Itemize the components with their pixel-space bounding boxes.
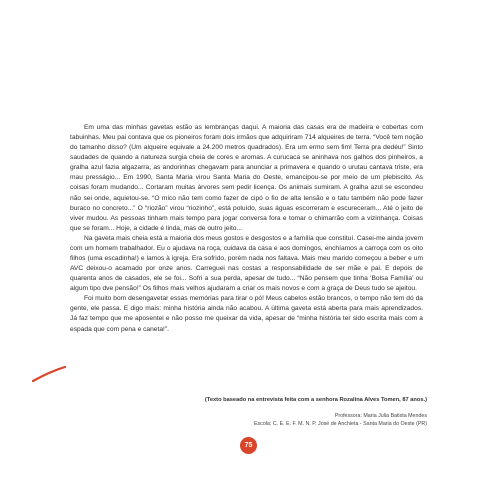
page-number-badge: 75 <box>240 437 257 454</box>
paragraph-1: Em uma das minhas gavetas estão as lembranças daqui. A maioria das casas era de madeira e cobertas com tabuinhas. Meu pai contava que os pioneiros foram dois irmãos que adquiriram 714 alqueires de terra. “Você tem noção do tamanho disso? (Um alqueire equivale a 24.200 metros quadrados). Era um ermo sem fim! Terra pra dedéu!” Sinto saudades de quando a natureza surgia cheia de cores e aromas. A curucaca se aninhava nos galhos dos pinheiros, a gralha azul fazia algazarra, as andorinhas chegavam para anunciar a primavera e quando o urutau cantava triste, era mau presságio... Em 1990, Santa Maria virou Santa Maria do Oeste, emancipou-se por meio de um plebiscito. As coisas foram mudando... Cortaram muitas árvores sem pedir licença. Os animais sumiram. A gralha azul se escondeu não sei onde, aquietou-se. “O mico não tem como fazer de cipó o fio de alta tensão e o tatu também não pode fazer buraco no concreto...” O “riozão” virou “riozinho”, está poluído, suas águas escorreram e escureceram... Até o jeito de viver mudou. As pessoas tinham mais tempo para jogar conversa fora e tomar o chimarrão com a vizinhança. Coisas que se foram... Hoje, a cidade é linda, mas de outro jeito... <box>70 124 423 232</box>
memoir-text <box>70 123 423 335</box>
credits <box>254 412 427 428</box>
paragraph-3: Foi muito bom desengavetar essas memórias para tirar o pó! Meus cabelos estão brancos, o tempo não tem dó da gente, ele passa. E digo mais: minha história ainda não acabou. A última gaveta está aberta para mais aprendizados. Já faz tempo que me aposentei e não posso me queixar da vida, apesar de “minha história ter sido escrita mais com a espada que com pena e caneta!”. <box>70 295 423 333</box>
paragraph-2: Na gaveta mais cheia está a maioria dos meus gostos e desgostos e a família que constituí. Casei-me ainda jovem com um homem trabalhador. Eu o ajudava na roça, cuidava da casa e aos domingos, enchíamos a carroça com os oito filhos (uma escadinha!) e lamos à igreja. Era sofrido, porém nada nos faltava. Mais meu marido começou a beber e um AVC deixou-o acamado por onze anos. Carreguei nas costas a responsabilidade de ser mãe e pai. E depois de quarenta anos de casados, ele se foi... Sofri a sua perda, apesar de tudo... “Não pensem que tinha ‘Bolsa Família’ ou algum tipo dve pensão!” Os filhos mais velhos ajudaram a criar os mais novos e com a graça de Deus tudo se ajeitou. <box>70 234 423 293</box>
teacher-credit: Professora: Maria Julia Batista Mendes <box>334 413 427 419</box>
school-credit: Escola: C. E. E. F. M. N. P. José de Anchieta - Santa Maria do Oeste (PR) <box>253 421 427 427</box>
source-note: (Texto baseado na entrevista feita com a senhora Rozalina Alves Tomen, 87 anos.) <box>204 397 427 403</box>
swoosh-decoration <box>32 366 66 382</box>
